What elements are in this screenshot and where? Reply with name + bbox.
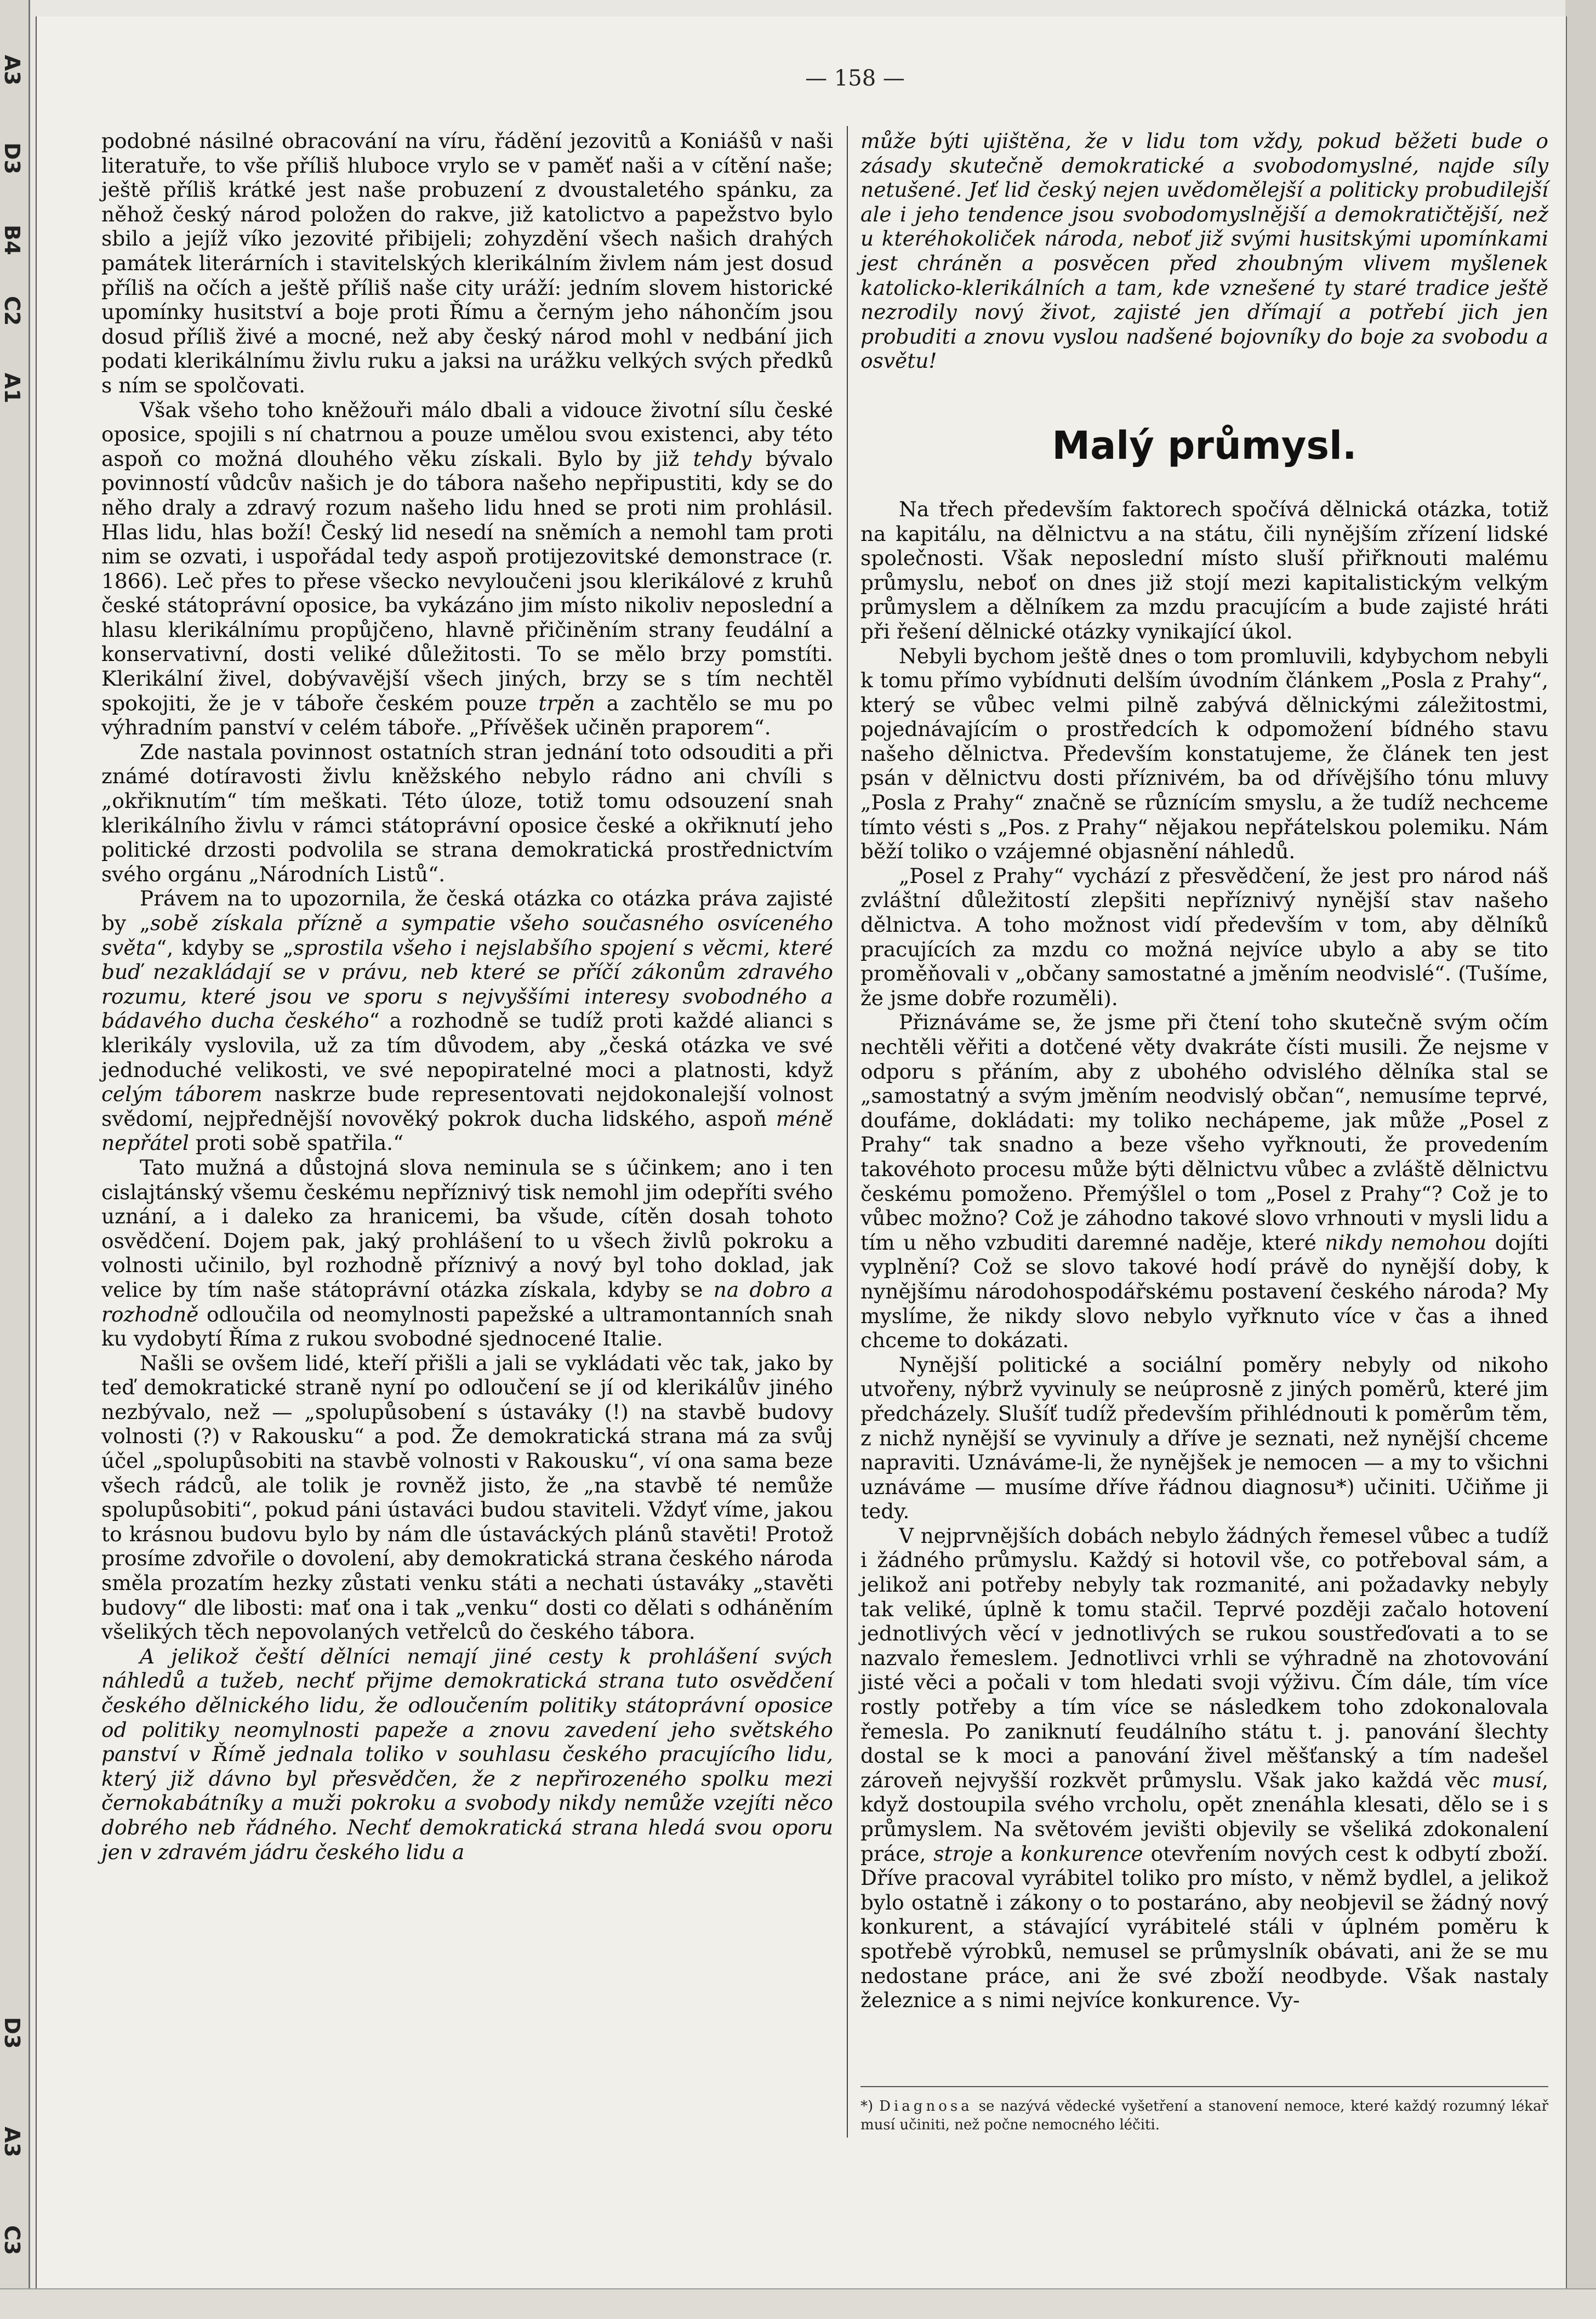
italic-text: méně nepřátel: [101, 1106, 833, 1155]
paragraph: [101, 1644, 833, 1864]
paragraph: [860, 497, 1548, 644]
margin-marker: A3: [0, 2127, 24, 2157]
text-run: a: [993, 1841, 1021, 1866]
paragraph: [101, 1155, 833, 1351]
text-run: Na třech především faktorech spočívá dělnická otázka, totiž na kapitálu, na dělnictvu a na státu, čili nynějším zřízení lidské společnosti. Však neposlední místo sluší přiřknouti malému průmyslu, neboť on dnes již stojí mezi kapitalistickým velkým průmyslem a dělníkem za mzdu pracujícím a bude zajisté hráti při řešení dělnické otázky vynikající úkol.: [860, 497, 1548, 643]
text-run: “ a rozhodně se tudíž proti každé alianci s klerikály vyslovila, už za tím důvodem, aby „česká otázka ve své jednoduché velikosti, ve své nepopiratelné moci a platnosti, když: [101, 1008, 833, 1082]
paragraph: [101, 886, 833, 1155]
paragraph: [101, 129, 833, 398]
page-number: — 158 —: [805, 66, 905, 91]
column-divider: [847, 126, 848, 2138]
scan-margin-strip: [0, 0, 30, 2318]
article-continuation: [860, 129, 1548, 373]
text-run: Přiznáváme se, že jsme při čtení toho skutečně svým očím nechtěli věřiti a dotčené věty dvakráte čísti musili. Že nejsme v odporu s přáním, aby z ubohého odvislého dělníka stal se „samostatný a svým jměním neodvislý občan“, nemusíme teprvé, doufáme, dokládati: my toliko nechápeme, jak může „Posel z Prahy“ tak snadno a beze všeho vyřknouti, že provedením takovéhoto procesu může býti dělnictvu vůbec a zvláště dělnictvu českému pomoženo. Přemýšlel o tom „Posel z Prahy“? Což je to vůbec možno? Což je záhodno takové slovo vrhnouti v mysli lidu a tím u něho vzbuditi daremné naděje, které: [860, 1010, 1548, 1255]
italic-text: celým táborem: [101, 1082, 263, 1107]
paragraph: [101, 740, 833, 887]
text-run: podobné násilné obracování na víru, řádění jezovitů a Koniášů v naši literatuře, to vše příliš hluboce vrylo se v paměť naši a v cítění naše; ještě příliš krátké jest naše probuzení z dvoustaletého spánku, za něhož český národ položen do rakve, již katolictvo a papežstvo bylo sbilo a jejíž víko jezovité přibijeli; zohyzdění všech našich drahých památek literárních i stavitelských klerikálním živlem nám jest dosud příliš na očích a ještě příliš naše city uráží: jedním slovem historické upomínky husitství a boje proti Římu a černým jeho náhončím jsou dosud příliš živé a mocné, než aby český národ mohl v nedbání jich podati klerikálnímu živlu ruku a jaksi na urážku velkých svých předků s ním se spolčovati.: [101, 129, 833, 397]
italic-text: konkurence: [1020, 1841, 1143, 1866]
margin-marker: D3: [0, 2017, 24, 2049]
margin-marker: A3: [0, 55, 24, 86]
text-run: bývalo povinností vůdcův našich je do tábora našeho nepřipustiti, kdy se do něho draly a zdravý rozum našeho lidu hned se proti nim prohlásil. Hlas lidu, hlas boží! Český lid nesedí na sněmích a nemohl tam proti nim se ozvati, i uspořádal tedy aspoň protijezovitské demonstrace (r. 1866). Leč přes to přese všecko nevyloučeni jsou klerikálové z kruhů české státoprávní oposice, ba vykázáno jim místo nikoliv neposlední a hlasu klerikálnímu propůjčeno, hlavně přičiněním strany feudální a konservativní, dosti veliké důležitosti. To se mělo brzy pomstíti. Klerikální živel, dobývavější všech jiných, brzy se s tím nechtěl spokojiti, že je v táboře českém pouze: [101, 446, 833, 715]
footnote-rule: [860, 2086, 1548, 2087]
left-column: [101, 129, 833, 1864]
paragraph: [101, 1351, 833, 1644]
italic-text: na dobro a rozhodně: [101, 1277, 834, 1326]
text-run: naskrze bude representovati nejdokonalejší volnost svědomí, nejpřednější novověký pokrok ducha lidského, aspoň: [101, 1082, 833, 1131]
text-run: otevřením nových cest k odbytí zboží. Dříve pracoval vyrábitel toliko pro místo, v němž bydlel, a jelikož bylo ostatně i zákony o to postaráno, aby neobjevil se žádný nový konkurent, a stávající vyrábitelé stáli v úplném poměru k spotřebě výrobků, nemusel se průmyslník obávati, ani že se mu nedostane práce, ani že své zboží neodbyde. Však nastaly železnice a s nimi nejvíce konkurence. Vy-: [860, 1841, 1548, 2013]
text-run: Našli se ovšem lidé, kteří přišli a jali se vykládati věc tak, jako by teď demokratické straně nyní po odloučení se jí od klerikálův jiného nezbývalo, než — „spolupůsobení s ústaváky (!) na stavbě budovy volnosti (?) v Rakousku“ a pod. Že demokratická strana má za svůj účel „spolupůsobiti na stavbě volnosti v Rakousku“, ví ona sama beze všech rádců, ale tolik je rovněž jisto, že „na stavbě té nemůže spolupůsobiti“, pokud páni ústaváci budou staviteli. Vždyť víme, jakou to krásnou budovu bylo by nám dle ústaváckých plánů stavěti! Protož prosíme zdvořile o dovolení, aby demokratická strana českého národa směla prozatím hezky zůstati venku státi a nechati ústaváky „stavěti budovy“ dle libosti: mať ona i tak „venku“ dosti co dělati s odháněním všelikých těch nepovolaných vetřelců do českého tábora.: [101, 1351, 833, 1644]
text-run: odloučila od neomylnosti papežské a ultramontanních snah ku vydobytí Říma z rukou svobodné sjednocené Italie.: [101, 1302, 833, 1351]
footnote-term: Diagnosa: [879, 2098, 973, 2115]
text-run: Právem na to upozornila, že česká otázka co otázka práva zajisté by „: [101, 886, 833, 935]
text-run: V nejprvnějších dobách nebylo žádných řemesel vůbec a tudíž i žádného průmyslu. Každý si hotovil vše, co potřeboval sám, a jelikož ani potřeby nebyly tak rozmanité, ani požadavky nebyly tak veliké, úplně k tomu stačil. Teprvé později začalo hotovení jednotlivých věcí v jednotlivých se rukou soustřeďovati a to se nazvalo řemeslem. Jednotlivci vrhli se výhradně na zhotovování jisté věci a počali v tom hledati svoji výživu. Čím dále, tím více rostly potřeby a tím více se následkem toho zdokonalovala řemesla. Po zaniknutí feudálního státu t. j. panování šlechty dostal se k moci a panování živel měšťanský a tím nadešel zároveň nejvyšší rozkvět průmyslu. Však jako každá věc: [860, 1523, 1548, 1792]
margin-marker: C2: [0, 296, 24, 326]
paragraph: [860, 1353, 1548, 1524]
footnote-marker: *): [860, 2098, 880, 2115]
italic-text: tehdy: [693, 446, 752, 471]
text-run: dojíti vyplnění? Což se slovo takové hodí právě do nynější doby, k nynějšímu národohospodářskému postavení českého národa? My myslíme, že nikdy slovo nebylo vyřknuto více v čas a ihned chceme to dokázati.: [860, 1230, 1549, 1353]
italic-text: trpěn: [538, 691, 595, 715]
article-headline: Malý průmysl.: [1052, 423, 1357, 468]
italic-text: stroje: [933, 1841, 993, 1866]
scan-right-edge: [1565, 0, 1596, 2318]
text-run: , když dostoupila svého vrcholu, opět znenáhla klesati, dělo se i s průmyslem. Na světovém jevišti objevily se všeliká zdokonalení práce,: [860, 1768, 1548, 1866]
text-run: Však všeho toho kněžouři málo dbali a vidouce životní sílu české oposice, spojili s ní chatrnou a pouze umělou svou existenci, aby této aspoň co možná dlouhého věku získali. Bylo by již: [101, 397, 833, 471]
scan-bottom-edge: [0, 2288, 1596, 2319]
paragraph: [860, 864, 1548, 1011]
paragraph: [101, 398, 833, 740]
text-run: a zachtělo se mu po výhradním panství v celém táboře. „Přívěšek učiněn praporem“.: [101, 691, 833, 740]
text-run: proti sobě spatřila.“: [189, 1131, 404, 1155]
text-run: „Posel z Prahy“ vychází z přesvědčení, že jest pro národ náš zvláštní důležitostí zlepšiti nepříznivý nynější stav našeho dělnictva. A toho možnost vidí především v tom, aby dělníků pracujících za mzdu co možná nejvíce ubylo a aby se tito proměňovali v „občany samostatné a jměním neodvislé“. (Tušíme, že jsme dobře rozuměli).: [860, 863, 1548, 1010]
italic-text: sprostila všeho i nejslabšího spojení s věcmi, které buď nezakládají se v právu, neb které se příčí zákonům zdravého rozumu, které jsou ve sporu s nejvyššími interesy svobodného a bádavého ducha českého: [101, 935, 833, 1033]
right-column: [860, 129, 1548, 2013]
margin-marker: D3: [0, 143, 24, 174]
text-run: Tato mužná a důstojná slova neminula se s účinkem; ano i ten cislajtánský všemu českému nepříznivý tisk nemohl jim odepříti svého uznání, a i daleko za hranicemi, ba všude, cítěn dosah tohoto osvědčení. Dojem pak, jaký prohlášení to u všech živlů pokroku a volnosti učinilo, byl rozhodně příznivý a nový byl toho doklad, jak velice by tím naše státoprávní otázka získala, kdyby se: [101, 1155, 833, 1302]
italic-text: nikdy nemohou: [1325, 1230, 1487, 1255]
text-run: Zde nastala povinnost ostatních stran jednání toto odsouditi a při známé dotíravosti živlu kněžského nebylo rádno ani chvíli s „okřiknutím“ tím meškati. Této úloze, totiž tomu odsouzení snah klerikálního živlu v rámci státoprávní oposice české a okřiknutí jeho politické drzosti podvolila se strana demokratická prostřednictvím svého orgánu „Národních Listů“.: [101, 739, 833, 886]
text-run: “, kdyby se „: [156, 935, 294, 960]
footnote: [860, 2097, 1548, 2134]
margin-marker: C3: [0, 2225, 24, 2255]
italic-text: A jelikož čeští dělníci nemají jiné cesty k prohlášení svých náhledů a tužeb, nechť přijme demokratická strana tuto osvědčení českého dělnického lidu, že odloučením politiky státoprávní oposice od politiky neomylnosti papeže a znovu zavedení jeho světského panství v Římě jednala toliko v souhlasu českého pracujícího lidu, který již dávno byl přesvědčen, že z nepřirozeného spolku mezi černokabátníky a muži pokroku a svobody nikdy nemůže vzejíti něco dobrého neb řádného. Nechť demokratická strana hledá svou oporu jen v zdravém jádru českého lidu a: [101, 1644, 833, 1864]
paragraph: [860, 1010, 1548, 1352]
italic-text: může býti ujištěna, že v lidu tom vždy, pokud běžeti bude o zásady skutečně demokratické a svobodomyslné, najde síly netušené. Jeť lid český nejen uvědomělejší a politicky probudilejší ale i jeho tendence jsou svobodomyslnější a demokratičtější, než u kteréhokoliček národa, neboť již svými husitskými upomínkami jest chráněn a posvěcen před zhoubným vlivem myšlenek katolicko-klerikálních a tam, kde vznešené ty staré tradice ještě nezrodily nový život, zajisté jen dřímají a potřebí jich jen probuditi a znovu vyslou nadšené bojovníky do boje za svobodu a osvětu!: [860, 129, 1548, 373]
article-body: [860, 497, 1548, 2013]
margin-marker: A1: [0, 373, 24, 403]
italic-text: musí: [1492, 1768, 1542, 1792]
paragraph: [860, 1524, 1548, 2013]
footnote-text: se nazývá vědecké vyšetření a stanovení nemoce, které každý rozumný lékař musí učiniti, než počne nemocného léčiti.: [860, 2098, 1548, 2133]
paragraph: [860, 129, 1548, 373]
text-run: Nebyli bychom ještě dnes o tom promluvili, kdybychom nebyli k tomu přímo vybídnuti delším úvodním článkem „Posla z Prahy“, který se vůbec velmi pilně zabývá dělnickými záležitostmi, pojednávajícím o prostředcích k odpomožení bídného stavu našeho dělnictva. Především konstatujeme, že článek ten jest psán v dělnictvu dosti příznivém, ba od dřívějšího tónu mluvy „Posla z Prahy“ značně se různícím smyslu, a že tudíž nechceme tímto vésti s „Pos. z Prahy“ nějakou nepřátelskou polemiku. Nám běží toliko o vzájemné objasnění náhledů.: [860, 643, 1548, 864]
italic-text: sobě získala přízně a sympatie všeho současného osvíceného světa: [101, 911, 833, 960]
paragraph: [860, 644, 1548, 864]
margin-marker: B4: [0, 225, 24, 255]
text-run: Nynější politické a sociální poměry nebyly od nikoho utvořeny, nýbrž vyvinuly se neúprosně z jiných poměrů, které jim předcházely. Slušíť tudíž především přihlédnouti k poměrům těm, z nichž nynější se vyvinuly a dříve je seznati, než nynější chceme napraviti. Uznáváme-li, že nynějšek je nemocen — a my to všichni uznáváme — musíme dříve řádnou diagnosu*) učiniti. Učiňme ji tedy.: [860, 1352, 1548, 1524]
